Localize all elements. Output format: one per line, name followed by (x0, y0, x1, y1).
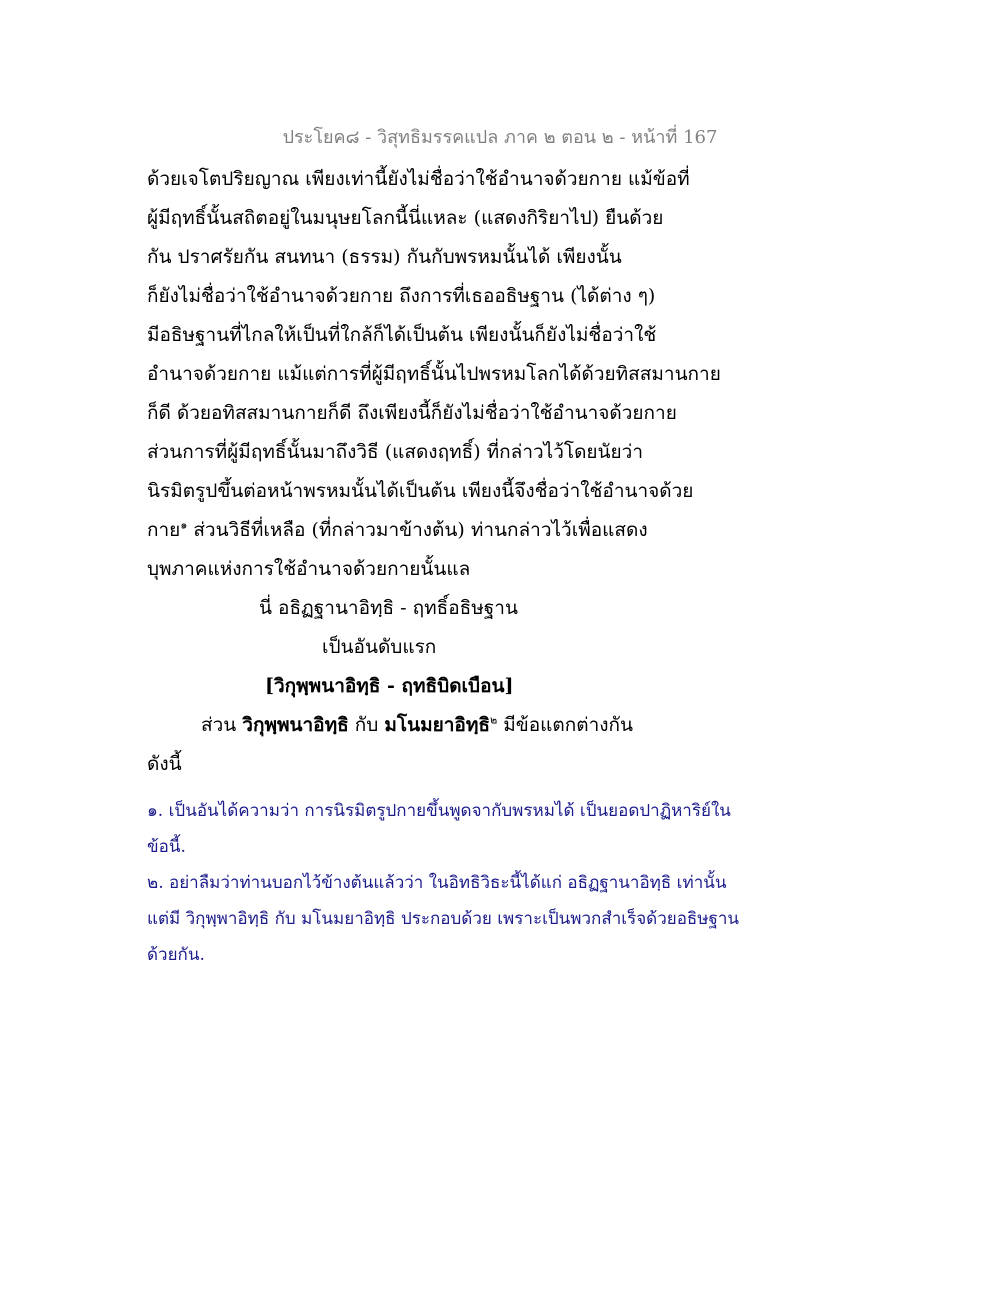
text-line: ผู้มีฤทธิ์นั้นสถิตอยู่ในมนุษยโลกนี้นี่แหละ (แสดงกิริยาไป) ยืนด้วย (147, 207, 664, 229)
text-segment: มีข้อแตกต่างกัน (497, 714, 634, 736)
text-segment: ส่วน (201, 714, 243, 736)
footnotes (147, 793, 767, 973)
text-line: บุพภาคแห่งการใช้อำนาจด้วยกายนั้นแล (147, 558, 471, 580)
paragraph-line (147, 706, 747, 745)
footnote-marker: ๒ (489, 713, 498, 727)
text-line: นิรมิตรูปขึ้นต่อหน้าพรหมนั้นได้เป็นต้น เพียงนี้จึงชื่อว่าใช้อำนาจด้วย (147, 480, 694, 502)
section-heading: [วิกุพฺพนาอิทฺธิ - ฤทธิบิดเบือน] (265, 675, 514, 697)
text-line (147, 511, 747, 550)
term-vikubbana: วิกุพฺพนาอิทฺธิ (242, 714, 349, 736)
text-line: กัน ปราศรัยกัน สนทนา (ธรรม) กันกับพรหมนั้นได้ เพียงนั้น (147, 246, 622, 268)
footnote-line: แต่มี วิกุพฺพาอิทฺธิ กับ มโนมยาอิทฺธิ ประกอบด้วย เพราะเป็นพวกสำเร็จด้วยอธิษฐาน (147, 909, 740, 929)
footnote-marker: ๑ (180, 518, 188, 532)
text-line: ก็ดี ด้วยอทิสสมานกายก็ดี ถึงเพียงนี้ก็ยังไม่ชื่อว่าใช้อำนาจด้วยกาย (147, 402, 677, 424)
footnote-line: ข้อนี้. (147, 837, 186, 857)
text-line: ก็ยังไม่ชื่อว่าใช้อำนาจด้วยกาย ถึงการที่เธออธิษฐาน (ได้ต่าง ๆ) (147, 285, 656, 307)
closing-line: นี่ อธิฏฐานาอิทฺธิ - ฤทธิ์อธิษฐาน (259, 597, 518, 619)
text-segment: ส่วนวิธีที่เหลือ (ที่กล่าวมาข้างต้น) ท่านกล่าวไว้เพื่อแสดง (187, 519, 648, 541)
text-line: ด้วยเจโตปริยญาณ เพียงเท่านี้ยังไม่ชื่อว่าใช้อำนาจด้วยกาย แม้ข้อที่ (147, 168, 690, 190)
text-line: อำนาจด้วยกาย แม้แต่การที่ผู้มีฤทธิ์นั้นไปพรหมโลกได้ด้วยทิสสมานกาย (147, 363, 721, 385)
text-segment: กับ (348, 714, 385, 736)
text-segment: กาย (147, 519, 181, 541)
page-header: ประโยค๘ - วิสุทธิมรรคแปล ภาค ๒ ตอน ๒ - หน้าที่ 167 (282, 127, 718, 148)
text-line: ส่วนการที่ผู้มีฤทธิ์นั้นมาถึงวิธี (แสดงฤทธิ์) ที่กล่าวไว้โดยนัยว่า (147, 441, 644, 463)
closing-line: เป็นอันดับแรก (322, 636, 437, 658)
footnote-line: ๑. เป็นอันได้ความว่า การนิรมิตรูปกายขึ้นพูดจากับพรหมได้ เป็นยอดปาฏิหาริย์ใน (147, 801, 731, 821)
footnote-line: ด้วยกัน. (147, 945, 205, 965)
main-text (147, 160, 747, 784)
text-line: มีอธิษฐานที่ไกลให้เป็นที่ใกล้ก็ได้เป็นต้น เพียงนั้นก็ยังไม่ชื่อว่าใช้ (147, 324, 657, 346)
text-line: ดังนี้ (147, 753, 182, 775)
footnote-line: ๒. อย่าลืมว่าท่านบอกไว้ข้างต้นแล้วว่า ในอิทธิวิธะนี้ได้แก่ อธิฏฐานาอิทฺธิ เท่านั้น (147, 873, 727, 893)
term-manomaya: มโนมยาอิทฺธิ (384, 714, 490, 736)
